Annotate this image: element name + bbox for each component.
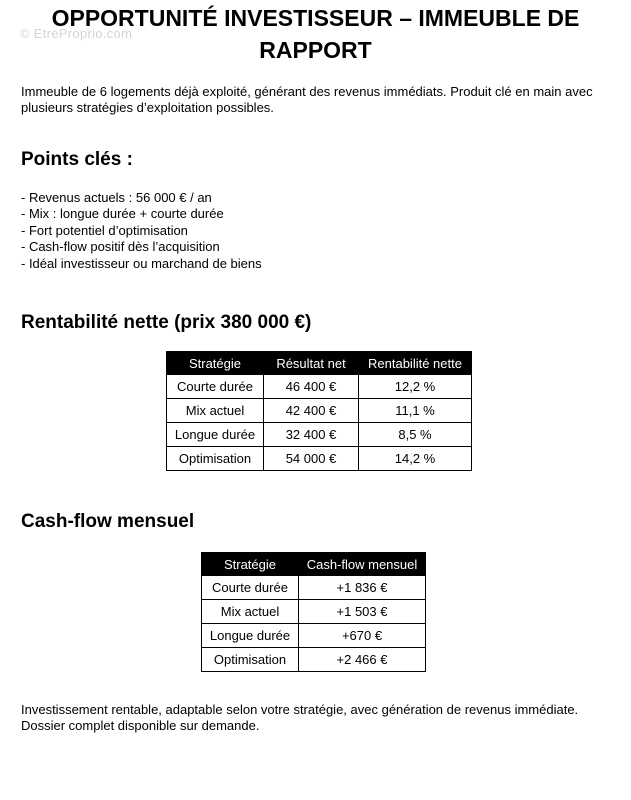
column-header: Stratégie bbox=[202, 553, 299, 576]
watermark: © EtreProprio.com bbox=[20, 26, 133, 41]
table-row bbox=[202, 624, 426, 648]
table-cell: 32 400 € bbox=[264, 423, 359, 447]
table-row bbox=[167, 447, 472, 471]
table-cell: Mix actuel bbox=[167, 399, 264, 423]
table-cell: 11,1 % bbox=[359, 399, 472, 423]
table-cell: 54 000 € bbox=[264, 447, 359, 471]
intro-paragraph: Immeuble de 6 logements déjà exploité, générant des revenus immédiats. Produit clé en main avec plusieurs stratégies d’exploitation possibles. bbox=[21, 84, 593, 115]
table-cell: Mix actuel bbox=[202, 600, 299, 624]
table-cell: Longue durée bbox=[202, 624, 299, 648]
table-cell: 12,2 % bbox=[359, 375, 472, 399]
table-cell: +1 836 € bbox=[299, 576, 426, 600]
list-item: - Revenus actuels : 56 000 € / an bbox=[21, 190, 212, 205]
table-cell: +670 € bbox=[299, 624, 426, 648]
table-cell: 14,2 % bbox=[359, 447, 472, 471]
table-header-row bbox=[167, 352, 472, 375]
list-item: - Idéal investisseur ou marchand de biens bbox=[21, 255, 262, 271]
key-points-list bbox=[21, 190, 262, 272]
table-cell: +1 503 € bbox=[299, 600, 426, 624]
table-cell: Courte durée bbox=[202, 576, 299, 600]
table-row bbox=[202, 600, 426, 624]
table-row bbox=[167, 423, 472, 447]
table-header-row bbox=[202, 553, 426, 576]
rentabilite-heading: Rentabilité nette (prix 380 000 €) bbox=[21, 312, 312, 333]
table-row bbox=[202, 648, 426, 672]
column-header: Cash-flow mensuel bbox=[299, 553, 426, 576]
list-item: - Cash-flow positif dès l’acquisition bbox=[21, 239, 220, 255]
table-cell: +2 466 € bbox=[299, 648, 426, 672]
table-cell: Optimisation bbox=[167, 447, 264, 471]
table-cell: 46 400 € bbox=[264, 375, 359, 399]
table-cell: 42 400 € bbox=[264, 399, 359, 423]
rentabilite-table bbox=[166, 351, 472, 471]
table-cell: Courte durée bbox=[167, 375, 264, 399]
column-header: Rentabilité nette bbox=[359, 352, 472, 375]
column-header: Résultat net bbox=[264, 352, 359, 375]
cashflow-table bbox=[201, 552, 426, 672]
column-header: Stratégie bbox=[167, 352, 264, 375]
table-row bbox=[167, 375, 472, 399]
list-item: - Mix : longue durée + courte durée bbox=[21, 206, 224, 222]
table-cell: Optimisation bbox=[202, 648, 299, 672]
points-heading: Points clés : bbox=[21, 149, 133, 170]
page-title: OPPORTUNITÉ INVESTISSEUR – IMMEUBLE DE RAPPORT bbox=[51, 5, 580, 63]
table-row bbox=[167, 399, 472, 423]
cashflow-heading: Cash-flow mensuel bbox=[21, 511, 195, 532]
table-cell: 8,5 % bbox=[359, 423, 472, 447]
table-cell: Longue durée bbox=[167, 423, 264, 447]
list-item: - Fort potentiel d’optimisation bbox=[21, 222, 188, 238]
table-row bbox=[202, 576, 426, 600]
closing-paragraph: Investissement rentable, adaptable selon votre stratégie, avec génération de revenus immédiate. Dossier complet disponible sur demande. bbox=[21, 702, 579, 733]
